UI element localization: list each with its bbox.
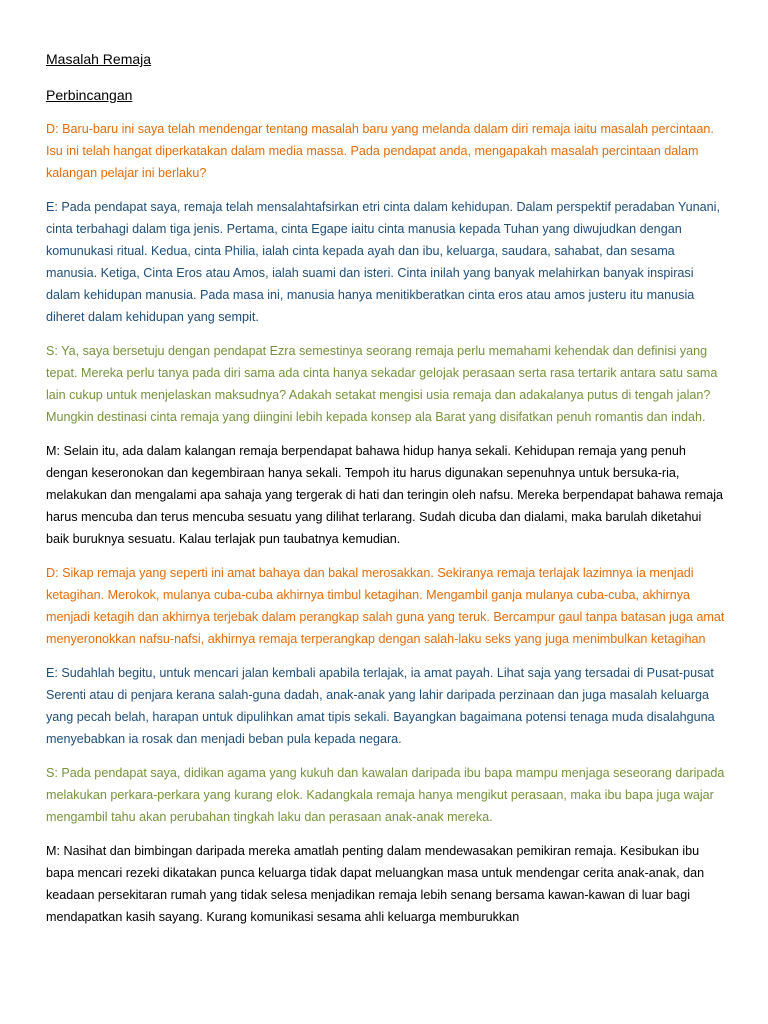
paragraph-e-1: E: Pada pendapat saya, remaja telah mensalahtafsirkan etri cinta dalam kehidupan. Dalam perspektif peradaban Yunani, cinta terbahagi dalam tiga jenis. Pertama, cinta Egape iaitu cinta manusia kepada Tuhan yang diwujudkan dengan komunukasi ritual. Kedua, cinta Philia, ialah cinta kepada ayah dan ibu, keluarga, saudara, sahabat, dan sesama manusia. Ketiga, Cinta Eros atau Amos, ialah suami dan isteri. Cinta inilah yang banyak melahirkan banyak inspirasi dalam kehidupan manusia. Pada masa ini, manusia hanya menitikberatkan cinta eros atau amos justeru itu manusia diheret dalam kehidupan yang sempit. xyxy=(46,200,720,324)
section-heading: Perbincangan xyxy=(46,87,133,103)
paragraph-e-2: E: Sudahlah begitu, untuk mencari jalan kembali apabila terlajak, ia amat payah. Lihat saja yang tersadai di Pusat-pusat Serenti atau di penjara kerana salah-guna dadah, anak-anak yang lahir daripada perzinaan dan juga masalah keluarga yang pecah belah, harapan untuk dipulihkan amat tipis sekali. Bayangkan bagaimana potensi tenaga muda disalahguna menyebabkan ia rosak dan menjadi beban pula kepada negara. xyxy=(46,666,715,746)
document-title: Masalah Remaja xyxy=(46,51,152,67)
document-page xyxy=(46,48,726,940)
paragraph-d-1: D: Baru-baru ini saya telah mendengar tentang masalah baru yang melanda dalam diri remaja iaitu masalah percintaan. Isu ini telah hangat diperkatakan dalam media massa. Pada pendapat anda, mengapakah masalah percintaan dalam kalangan pelajar ini berlaku? xyxy=(46,122,714,180)
paragraph-m-1: M: Selain itu, ada dalam kalangan remaja berpendapat bahawa hidup hanya sekali. Kehidupan remaja yang penuh dengan keseronokan dan kegembiraan hanya sekali. Tempoh itu harus digunakan sepenuhnya untuk bersuka-ria, melakukan dan mengalami apa sahaja yang tergerak di hati dan teringin oleh nafsu. Mereka berpendapat bahawa remaja harus mencuba dan terus mencuba sesuatu yang dilihat terlarang. Sudah dicuba dan dialami, maka barulah diketahui baik buruknya sesuatu. Kalau terlajak pun taubatnya kemudian. xyxy=(46,444,724,546)
paragraph-d-2: D: Sikap remaja yang seperti ini amat bahaya dan bakal merosakkan. Sekiranya remaja terlajak lazimnya ia menjadi ketagihan. Merokok, mulanya cuba-cuba akhirnya timbul ketagihan. Mengambil ganja mulanya cuba-cuba, akhirnya menjadi ketagih dan akhirnya terjebak dalam perangkap salah guna yang teruk. Bercampur gaul tanpa batasan juga amat menyeronokkan nafsu-nafsi, akhirnya remaja terperangkap dengan salah-laku seks yang juga menimbulkan ketagihan xyxy=(46,566,725,646)
paragraph-s-1: S: Ya, saya bersetuju dengan pendapat Ezra semestinya seorang remaja perlu memahami kehendak dan definisi yang tepat. Mereka perlu tanya pada diri sama ada cinta hanya sekadar gelojak perasaan serta rasa tertarik antara satu sama lain cukup untuk menjelaskan maksudnya? Adakah setakat mengisi usia remaja dan adakalanya putus di tengah jalan? Mungkin destinasi cinta remaja yang diingini lebih kepada konsep ala Barat yang disifatkan penuh romantis dan indah. xyxy=(46,344,718,424)
paragraph-m-2: M: Nasihat dan bimbingan daripada mereka amatlah penting dalam mendewasakan pemikiran remaja. Kesibukan ibu bapa mencari rezeki dikatakan punca keluarga tidak dapat meluangkan masa untuk mendengar cerita anak-anak, dan keadaan persekitaran rumah yang tidak selesa menjadikan remaja lebih senang bersama kawan-kawan di luar bagi mendapatkan kasih sayang. Kurang komunikasi sesama ahli keluarga memburukkan xyxy=(46,844,705,924)
paragraph-s-2: S: Pada pendapat saya, didikan agama yang kukuh dan kawalan daripada ibu bapa mampu menjaga seseorang daripada melakukan perkara-perkara yang kurang elok. Kadangkala remaja hanya mengikut perasaan, maka ibu bapa juga wajar mengambil tahu akan perubahan tingkah laku dan perasaan anak-anak mereka. xyxy=(46,766,725,824)
